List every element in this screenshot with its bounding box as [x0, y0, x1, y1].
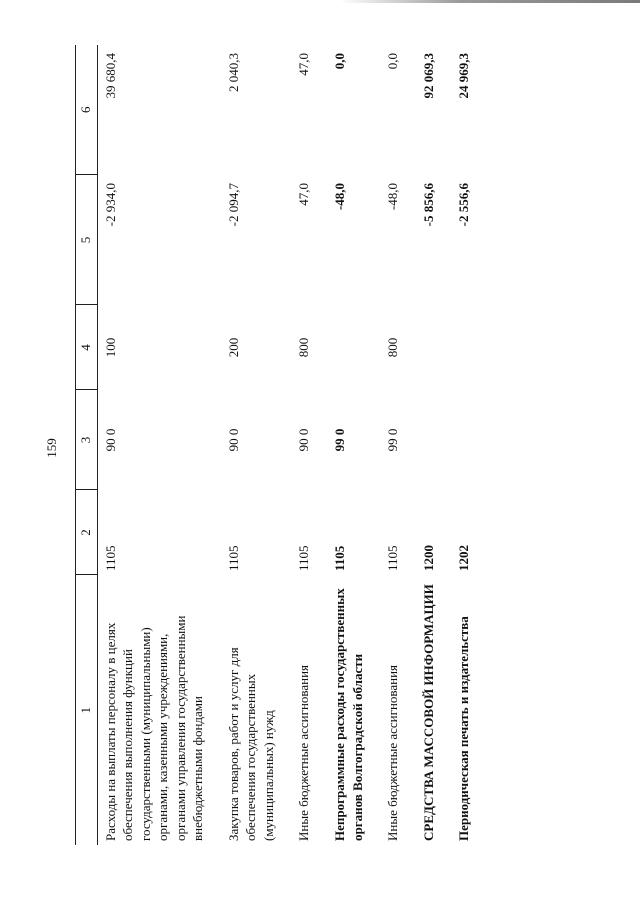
- row-name: СРЕДСТВА МАССОВОЙ ИНФОРМАЦИИ: [420, 584, 436, 841]
- table-row: [380, 45, 416, 845]
- row-change: -48,0: [385, 183, 401, 211]
- row-change: -2 094,7: [225, 183, 241, 227]
- row-program: 99 0: [385, 428, 401, 452]
- row-change: 47,0: [296, 183, 312, 206]
- row-change: -2 934,0: [102, 183, 118, 227]
- row-type: 100: [102, 337, 118, 358]
- table-row: [416, 45, 452, 845]
- table-row: [97, 45, 221, 845]
- row-total: 2 040,3: [225, 53, 241, 92]
- row-code: 1105: [102, 545, 118, 571]
- row-type: [327, 305, 380, 390]
- header-cell: 4: [76, 305, 98, 390]
- header-cell: 6: [76, 45, 98, 175]
- table-row: [327, 45, 380, 845]
- row-name: Расходы на выплаты персоналу в целях обеспечения выполнения функций государственными (муниципальными) органами, казенными учреждениями, органами управления государственными внебюджетными фондами: [102, 615, 206, 841]
- row-change: -5 856,6: [420, 183, 436, 227]
- page-number: 159: [44, 438, 59, 458]
- header-cell: 5: [76, 175, 98, 305]
- row-type: 800: [385, 337, 401, 358]
- row-type: [416, 305, 452, 390]
- row-program: 90 0: [296, 428, 312, 452]
- header-cell: 2: [76, 490, 98, 575]
- row-total: 0,0: [332, 53, 348, 70]
- row-code: 1105: [385, 545, 401, 571]
- row-name: Периодическая печать и издательства: [456, 616, 472, 841]
- row-total: 92 069,3: [420, 53, 436, 99]
- table-row: [451, 45, 487, 845]
- row-total: 24 969,3: [456, 53, 472, 99]
- row-program: [451, 390, 487, 490]
- row-total: 47,0: [296, 53, 312, 76]
- row-code: 1105: [225, 545, 241, 571]
- row-total: 0,0: [385, 53, 401, 70]
- header-cell: 1: [76, 575, 98, 845]
- row-code: 1105: [296, 545, 312, 571]
- row-name: Иные бюджетные ассигнования: [296, 664, 312, 841]
- row-program: 90 0: [102, 428, 118, 452]
- row-type: [451, 305, 487, 390]
- row-type: 200: [225, 337, 241, 358]
- row-program: [416, 390, 452, 490]
- table-row: [291, 45, 327, 845]
- header-cell: 3: [76, 390, 98, 490]
- row-name: Непрограммные расходы государственных органов Волгоградской области: [332, 588, 365, 841]
- row-program: 90 0: [225, 428, 241, 452]
- row-type: 800: [296, 337, 312, 358]
- row-code: 1105: [332, 545, 348, 571]
- row-change: -48,0: [332, 183, 348, 211]
- row-change: -2 556,6: [456, 183, 472, 227]
- table-row: [221, 45, 292, 845]
- row-total: 39 680,4: [102, 53, 118, 99]
- row-code: 1202: [456, 545, 472, 571]
- row-code: 1200: [420, 545, 436, 571]
- row-name: Иные бюджетные ассигнования: [385, 664, 401, 841]
- row-name: Закупка товаров, работ и услуг для обеспечения государственных (муниципальных) нужд: [225, 647, 276, 841]
- budget-table: [75, 45, 487, 845]
- row-program: 99 0: [332, 428, 348, 452]
- table-header-row: [76, 45, 98, 845]
